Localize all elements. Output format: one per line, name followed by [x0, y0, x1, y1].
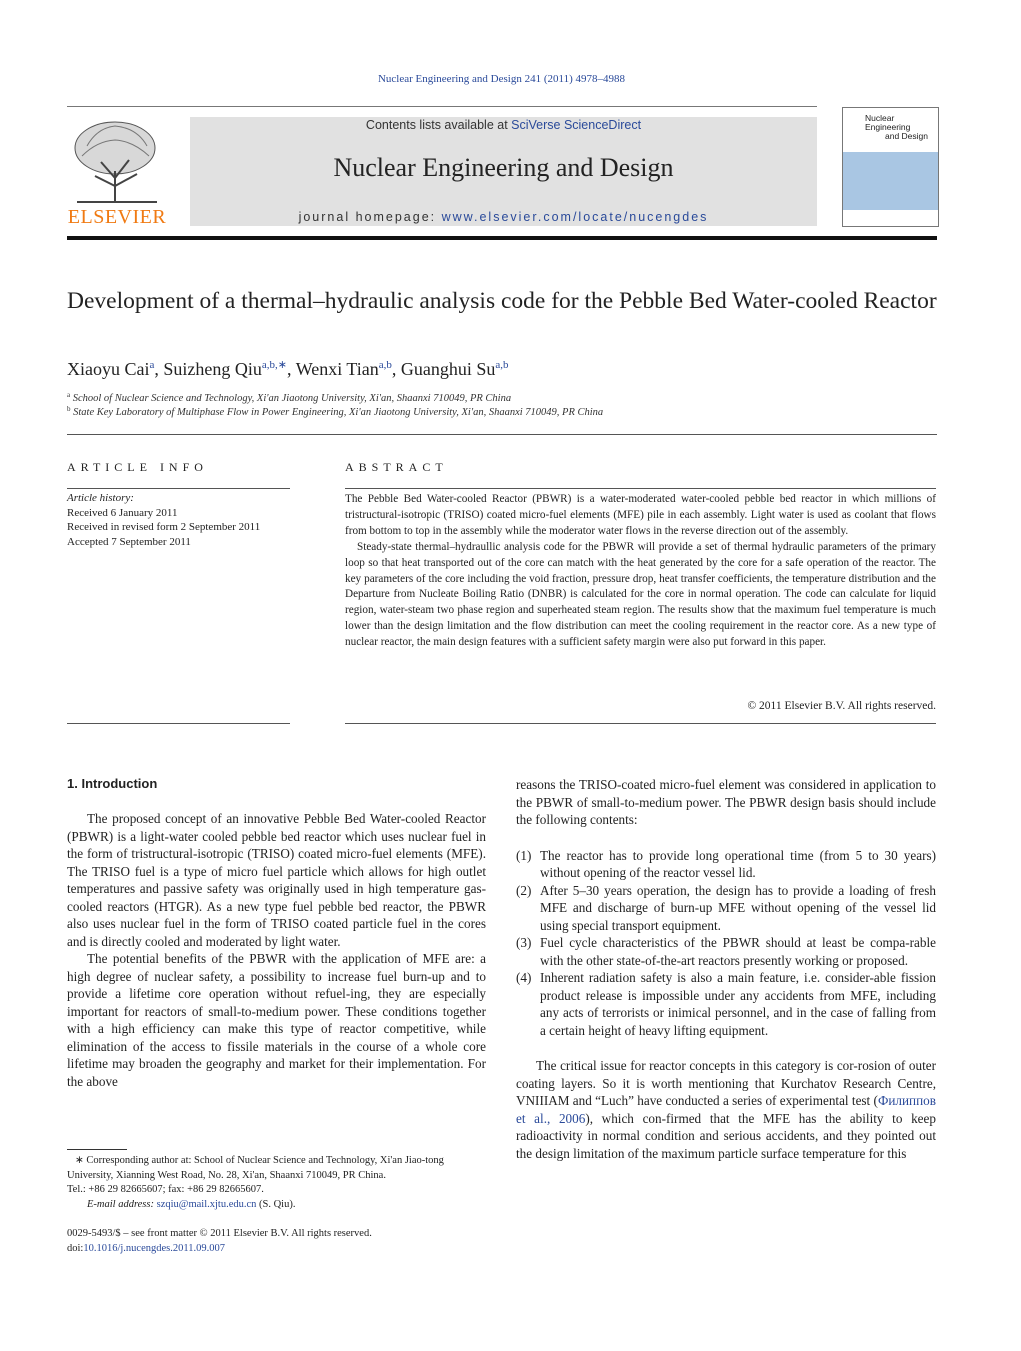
list-item [516, 969, 936, 1039]
author-affiliation-mark[interactable]: a [149, 359, 155, 371]
history-label: Article history: [67, 492, 134, 504]
homepage-prefix: journal homepage: [298, 210, 442, 224]
email-link[interactable]: szqiu@mail.xjtu.edu.cn [156, 1198, 257, 1210]
affiliation-text: School of Nuclear Science and Technology, Xi'an Jiaotong University, Xi'an, Shaanxi 710049, PR China [72, 393, 512, 404]
footnote-phone: Tel.: +86 29 82665607; fax: +86 29 82665607. [67, 1184, 264, 1196]
author-separator: , [287, 359, 296, 379]
journal-title: Nuclear Engineering and Design [333, 153, 674, 182]
header-thick-rule [67, 236, 937, 240]
list-number: (4) [516, 970, 532, 985]
contents-line [190, 118, 817, 132]
body-paragraph: reasons the TRISO-coated micro-fuel element was considered in application to the PBWR of small-to-medium power. The PBWR design basis should include the following contents: [516, 777, 936, 827]
list-text: The reactor has to provide long operational time (from 5 to 30 years) without opening of the reactor vessel lid. [540, 847, 936, 880]
author-name[interactable]: Suizheng Qiu [163, 359, 262, 379]
list-item [516, 847, 936, 882]
cover-footer [843, 212, 938, 226]
body-paragraph: The potential benefits of the PBWR with the application of MFE are: a high degree of nuclear safety, a possibility to increase fuel burn-up and to provide a lifetime core operation without refuel-ing, they are especially important for reactors of small-to-medium power. These conditions together with a high efficiency can make this type of reactor competitive, while elimination of the access to fissile materials in the course of a whole core lifetime may broaden the geography and market for their implementation. For the above [67, 951, 486, 1089]
history-received: Received 6 January 2011 [67, 506, 178, 519]
author-separator: , [154, 359, 164, 379]
body-column-left [67, 810, 486, 1090]
list-item [516, 882, 936, 935]
citation-link[interactable]: Филиппов et al., 2006 [516, 1093, 936, 1126]
list-number: (1) [516, 847, 532, 863]
section-heading-introduction: 1. Introduction [67, 776, 158, 791]
affiliation-mark: a [67, 391, 71, 399]
list-text: After 5–30 years operation, the design has to provide a loading of fresh MFE and discharge of burn-up MFE without opening of the vessel lid using special transport equipment. [540, 882, 936, 933]
list-number: (2) [516, 882, 532, 898]
journal-reference[interactable]: Nuclear Engineering and Design 241 (2011) 4978–4988 [377, 73, 626, 85]
elsevier-wordmark: ELSEVIER [67, 206, 167, 228]
journal-cover-thumbnail[interactable] [842, 107, 939, 227]
affiliation-b [67, 405, 603, 418]
footnote-email-line [67, 1198, 487, 1213]
article-info-rule [67, 488, 290, 489]
author-name[interactable]: Wenxi Tian [295, 359, 379, 379]
issn-line: 0029-5493/$ – see front matter © 2011 Elsevier B.V. All rights reserved. [67, 1228, 372, 1239]
paragraph-text: The critical issue for reactor concepts in this category is cor-rosion of outer coating layers. So it is worth mentioning that Kurchatov Research Centre, VNIIIAM and “Luch” have conducted a series of experimental test ( [516, 1058, 936, 1108]
footnote-text: ∗ Corresponding author at: School of Nuclear Science and Technology, Xi'an Jiao-tong University, Xianning West Road, No. 28, Xi'an, Shaanxi 710049, PR China. [67, 1155, 444, 1181]
affiliation-text: State Key Laboratory of Multiphase Flow in Power Engineering, Xi'an Jiaotong University, Xi'an, Shaanxi 710049, PR China [73, 407, 604, 418]
cover-title-line2: and Design [885, 131, 929, 141]
body-paragraph [516, 1057, 936, 1162]
abstract-body [345, 492, 936, 651]
cover-title-line1: Nuclear Engineering [865, 113, 911, 132]
body-column-right [516, 776, 936, 1162]
corresponding-author-footnote [67, 1154, 487, 1212]
contents-prefix: Contents lists available at [365, 118, 512, 132]
paragraph-text: ), which con-firmed that the MFE has the ability to keep radioactivity in normal condition and serious accidents, and they pointed out the design limitation of the maximum particle surface temperature for this [516, 1110, 936, 1161]
abstract-copyright: © 2011 Elsevier B.V. All rights reserved. [747, 700, 936, 712]
author-separator: , [391, 359, 401, 379]
email-suffix: (S. Qiu). [256, 1198, 296, 1210]
article-title: Development of a thermal–hydraulic analysis code for the Pebble Bed Water-cooled Reactor [67, 288, 937, 314]
cover-artwork [843, 152, 938, 210]
author-affiliation-mark[interactable]: a,b [378, 359, 392, 371]
abstract-rule [345, 488, 936, 489]
list-text: Inherent radiation safety is also a main feature, i.e. consider-able fission product release is impossible under any accidents from MFE, including any acts of terrorists or inimical personnel, and in the case of falling from a certain height of heavy lifting equipment. [540, 970, 936, 1038]
list-text: Fuel cycle characteristics of the PBWR should at least be compa-rable with the other state-of-the-art reactors presently working or proposed. [540, 935, 936, 968]
author-affiliation-mark[interactable]: a,b,∗ [261, 359, 287, 371]
list-item [516, 934, 936, 969]
history-accepted: Accepted 7 September 2011 [67, 535, 191, 548]
list-number: (3) [516, 935, 532, 950]
article-history [67, 491, 292, 549]
abstract-bottom-rule [345, 723, 936, 724]
affiliation-mark: b [67, 405, 71, 413]
doi-prefix: doi: [67, 1243, 84, 1254]
journal-homepage [190, 210, 817, 224]
sciencedirect-link[interactable]: SciVerse ScienceDirect [511, 118, 642, 132]
footnote-rule [67, 1149, 127, 1150]
cover-title [865, 114, 935, 141]
author-name[interactable]: Guanghui Su [400, 359, 496, 379]
header-rule [67, 106, 817, 107]
doi-line [67, 1241, 487, 1256]
abstract-paragraph: The Pebble Bed Water-cooled Reactor (PBWR) is a water-moderated water-cooled pebble bed reactor in which millions of tristructural-isotropic (TRISO) coated micro-fuel elements (MFE) pile in each assembly. Light water is used as coolant that flows from bottom to top in the assembly while the moderator water flows in the reverse direction out of the assembly. [345, 493, 936, 537]
homepage-link[interactable]: www.elsevier.com/locate/nucengdes [441, 210, 709, 224]
article-info-heading: ARTICLE INFO [67, 460, 208, 474]
issn-block [67, 1226, 487, 1256]
body-paragraph: The proposed concept of an innovative Pebble Bed Water-cooled Reactor (PBWR) is a light-water cooled pebble bed reactor which uses nuclear fuel in the form of tristructural-isotropic (TRISO) coated micro-fuel elements (MFE). The TRISO fuel is a type of micro fuel particle which allows for high outlet temperatures and passive safety was originally used in high temperature gas-cooled reactors (HTGR). As a new type fuel pebble bed reactor, the PBWR also uses nuclear fuel in the form of TRISO coated particle fuel in the cores and is directly cooled and moderated by light water. [67, 811, 486, 949]
article-info-bottom-rule [67, 723, 290, 724]
abstract-heading: ABSTRACT [345, 460, 448, 474]
history-revised: Received in revised form 2 September 2011 [67, 521, 261, 533]
abstract-paragraph: Steady-state thermal–hydraullic analysis code for the PBWR will provide a set of thermal hydraulic parameters of the primary loop so that heat transported out of the core can match with the heat generated by the core for a safe operation of the reactor. The key parameters of the core including the void fraction, pressure drop, heat transfer coefficients, the temperature distribution and the Departure from Nucleate Boiling Ratio (DNBR) is calculated for the core in normal operation. The code can calculate for liquid region, water-steam two phase region and superheated steam region. The results show that the maximum fuel temperature is much lower than the design limitation and the flow distribution can meet the cooling requirement in the reactor core. As a new type of nuclear reactor, the main design features with a sufficient safety margin were also put forward in this paper. [345, 540, 936, 649]
email-label: E-mail address: [87, 1198, 157, 1210]
author-name[interactable]: Xiaoyu Cai [67, 359, 150, 379]
author-affiliation-mark[interactable]: a,b [495, 359, 509, 371]
author-list [67, 358, 509, 380]
doi-link[interactable]: 10.1016/j.nucengdes.2011.09.007 [83, 1243, 225, 1254]
section-divider [67, 434, 937, 435]
affiliation-a [67, 391, 511, 404]
design-basis-list [516, 847, 936, 1040]
